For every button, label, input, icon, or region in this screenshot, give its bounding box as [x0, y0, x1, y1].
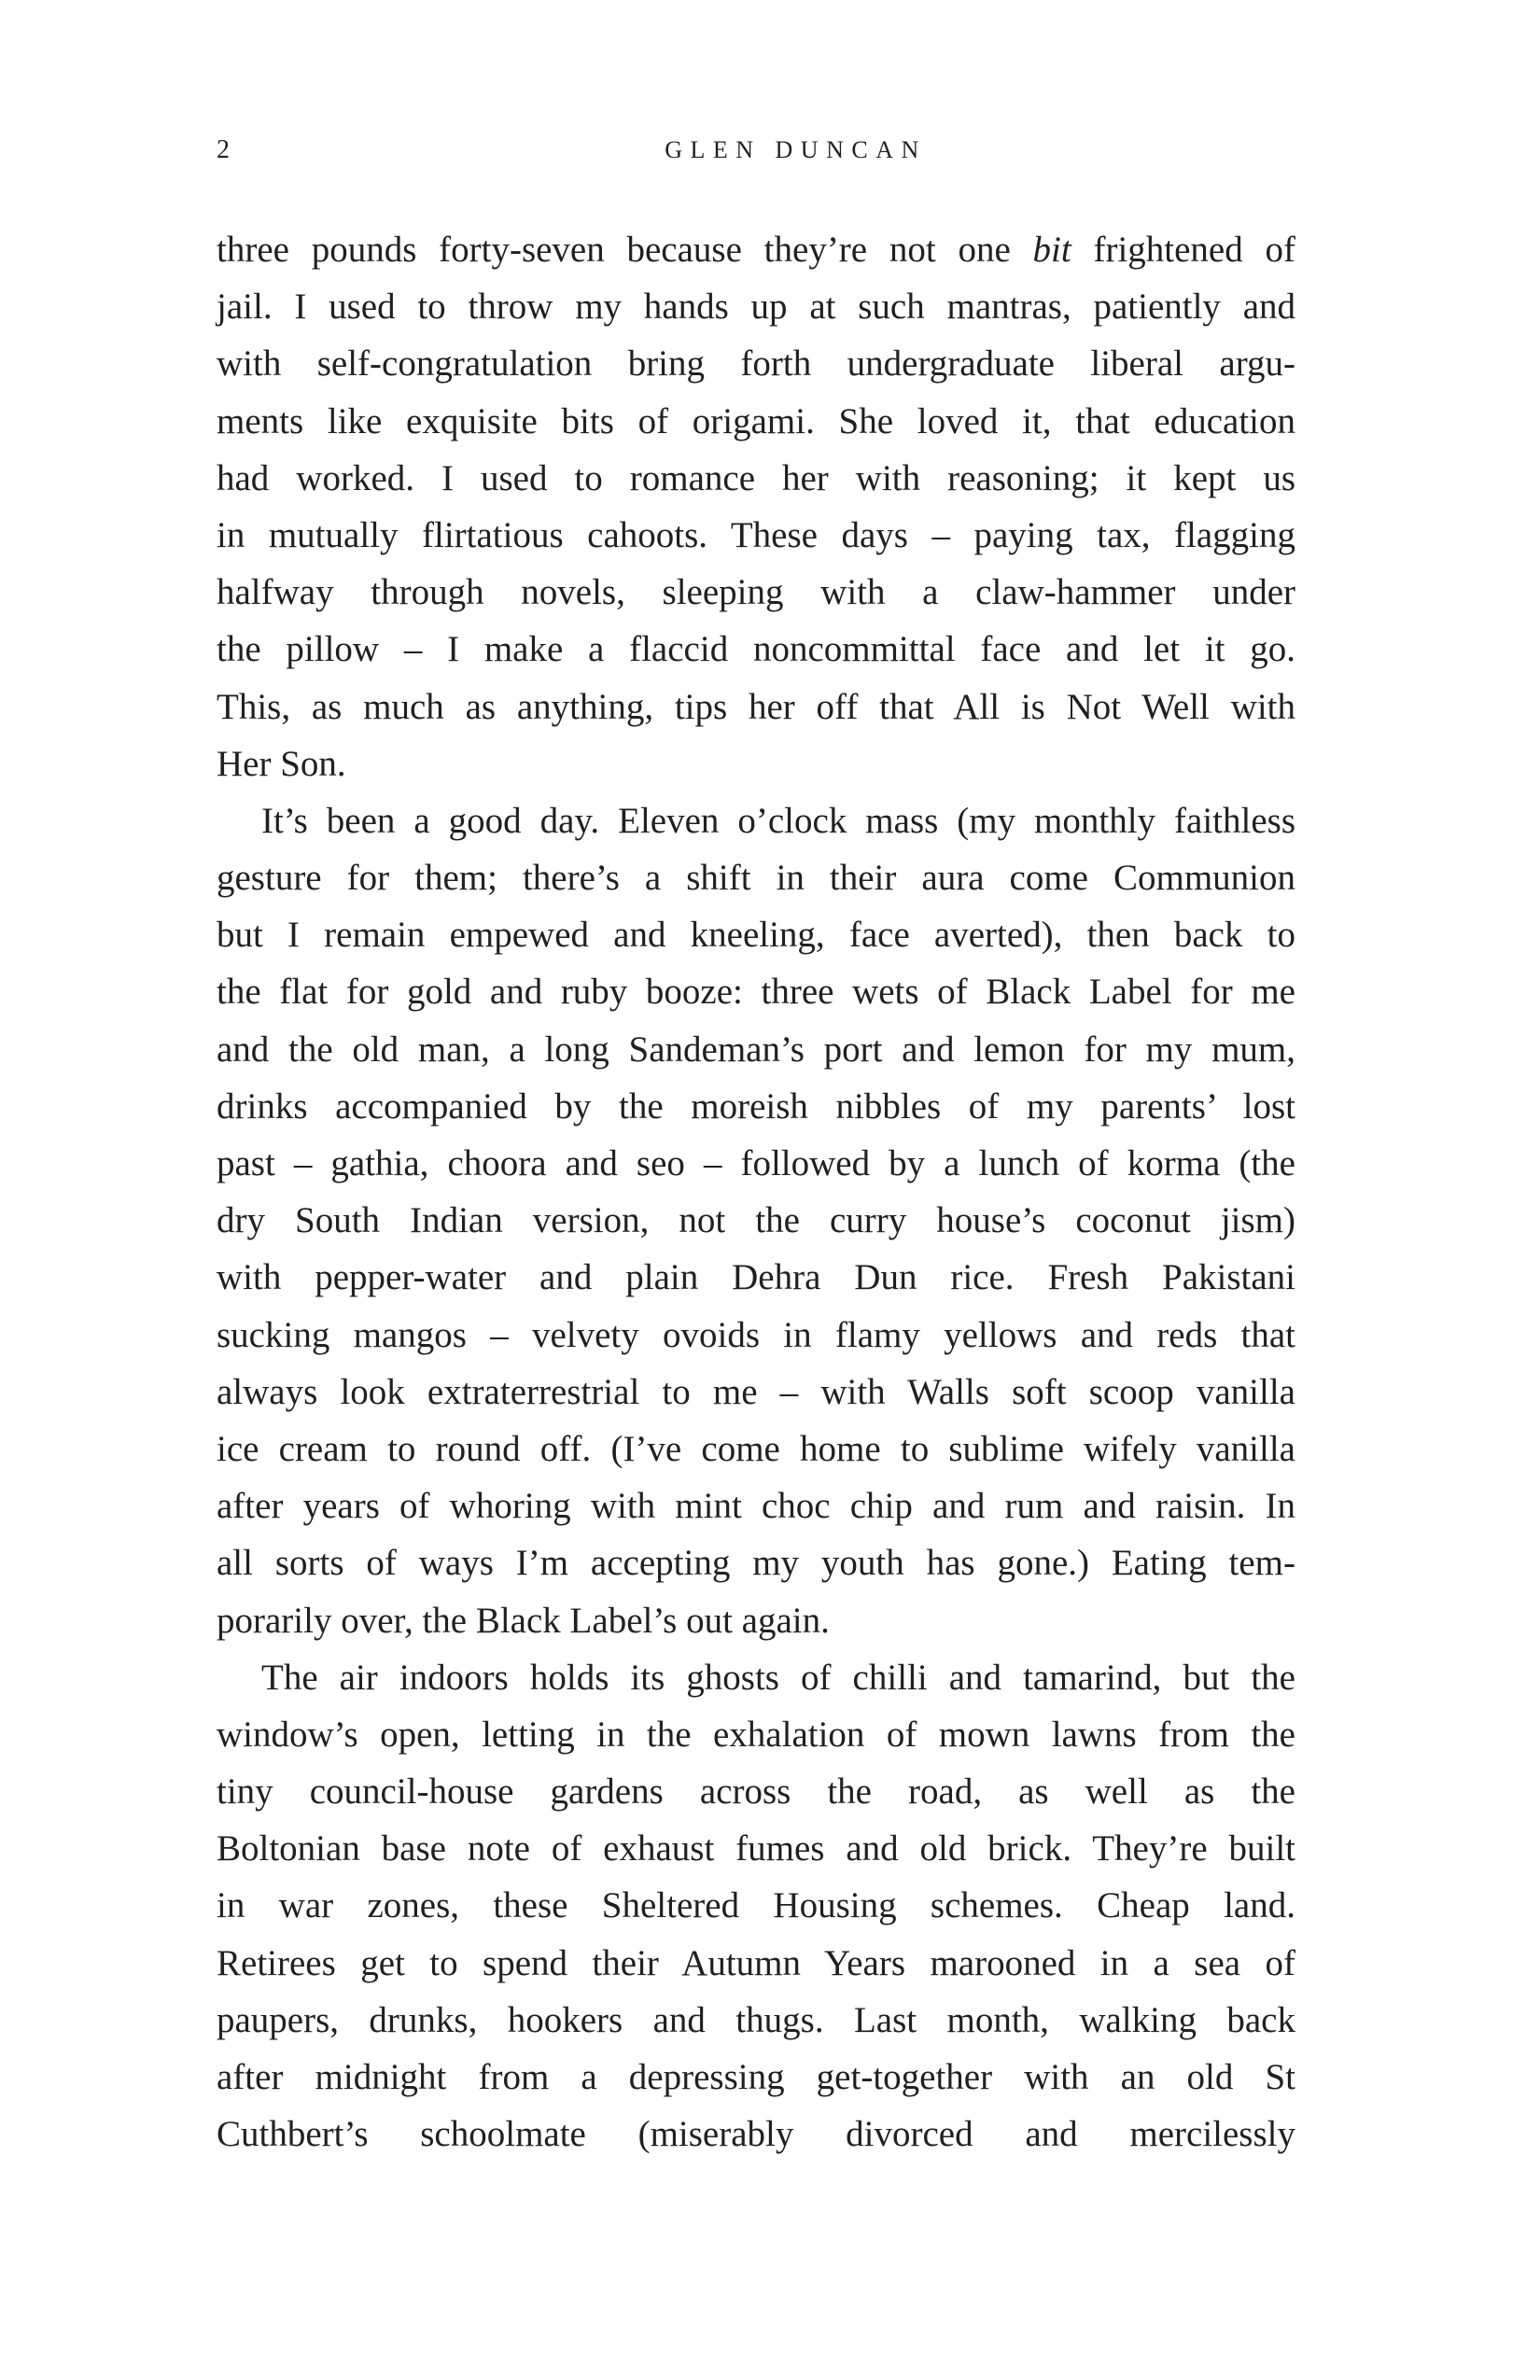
page-number: 2 [217, 135, 230, 164]
text-line: ice cream to round off. (I’ve come home to sublime wifely vanilla [217, 1428, 1295, 1469]
text-line: Cuthbert’s schoolmate (miserably divorced and mercilessly [217, 2114, 1295, 2155]
text-line: It’s been a good day. Eleven o’clock mass (my monthly faithless [261, 800, 1295, 841]
text-line: This, as much as anything, tips her off that All is Not Well with [217, 686, 1295, 727]
text-line: jail. I used to throw my hands up at such mantras, patiently and [217, 287, 1295, 328]
text-line: gesture for them; there’s a shift in their aura come Communion [217, 858, 1295, 899]
text-line: and the old man, a long Sandeman’s port and lemon for my mum, [217, 1029, 1295, 1070]
text-line: in war zones, these Sheltered Housing schemes. Cheap land. [217, 1885, 1295, 1926]
text-line: had worked. I used to romance her with reasoning; it kept us [217, 457, 1295, 498]
text-line: dry South Indian version, not the curry house’s coconut jism) [217, 1200, 1295, 1241]
text-line: porarily over, the Black Label’s out again. [217, 1600, 830, 1641]
text-line: with pepper-water and plain Dehra Dun rice. Fresh Pakistani [217, 1257, 1295, 1298]
text-line: always look extraterrestrial to me – with Walls soft scoop vanilla [217, 1371, 1295, 1412]
text-line: in mutually flirtatious cahoots. These days – paying tax, flagging [217, 514, 1295, 555]
text-line: window’s open, letting in the exhalation of mown lawns from the [217, 1714, 1295, 1755]
emphasis-text: bit [1032, 230, 1071, 270]
text-line: the flat for gold and ruby booze: three wets of Black Label for me [217, 972, 1295, 1013]
text-line: sucking mangos – velvety ovoids in flamy yellows and reds that [217, 1314, 1295, 1355]
text-line: The air indoors holds its ghosts of chilli and tamarind, but the [261, 1657, 1295, 1698]
page-header [217, 132, 1295, 169]
text-line: the pillow – I make a flaccid noncommittal face and let it go. [217, 629, 1295, 670]
text-line: tiny council-house gardens across the road, as well as the [217, 1771, 1295, 1813]
text-line: past – gathia, choora and seo – followed by a lunch of korma (the [217, 1143, 1295, 1183]
text-line: Boltonian base note of exhaust fumes and old brick. They’re built [217, 1828, 1295, 1869]
text-line: Retirees get to spend their Autumn Years marooned in a sea of [217, 1942, 1295, 1983]
text-line: after years of whoring with mint choc chip and rum and raisin. In [217, 1486, 1295, 1527]
text-line: after midnight from a depressing get-together with an old St [217, 2057, 1295, 2097]
text-line: Her Son. [217, 743, 346, 784]
text-line: halfway through novels, sleeping with a claw-hammer under [217, 572, 1295, 613]
text-line: ments like exquisite bits of origami. She loved it, that education [217, 400, 1295, 441]
text-line: with self-congratulation bring forth undergraduate liberal argu- [217, 343, 1295, 385]
running-head: GLEN DUNCAN [665, 136, 927, 163]
body-text [217, 221, 1295, 2163]
text-line: three pounds forty-seven because they’re not one bit frightened of [217, 230, 1295, 270]
text-line: paupers, drunks, hookers and thugs. Last month, walking back [217, 1999, 1295, 2040]
text-line: all sorts of ways I’m accepting my youth has gone.) Eating tem- [217, 1543, 1295, 1584]
text-line: drinks accompanied by the moreish nibbles of my parents’ lost [217, 1085, 1295, 1127]
text-line: but I remain empewed and kneeling, face averted), then back to [217, 915, 1295, 956]
